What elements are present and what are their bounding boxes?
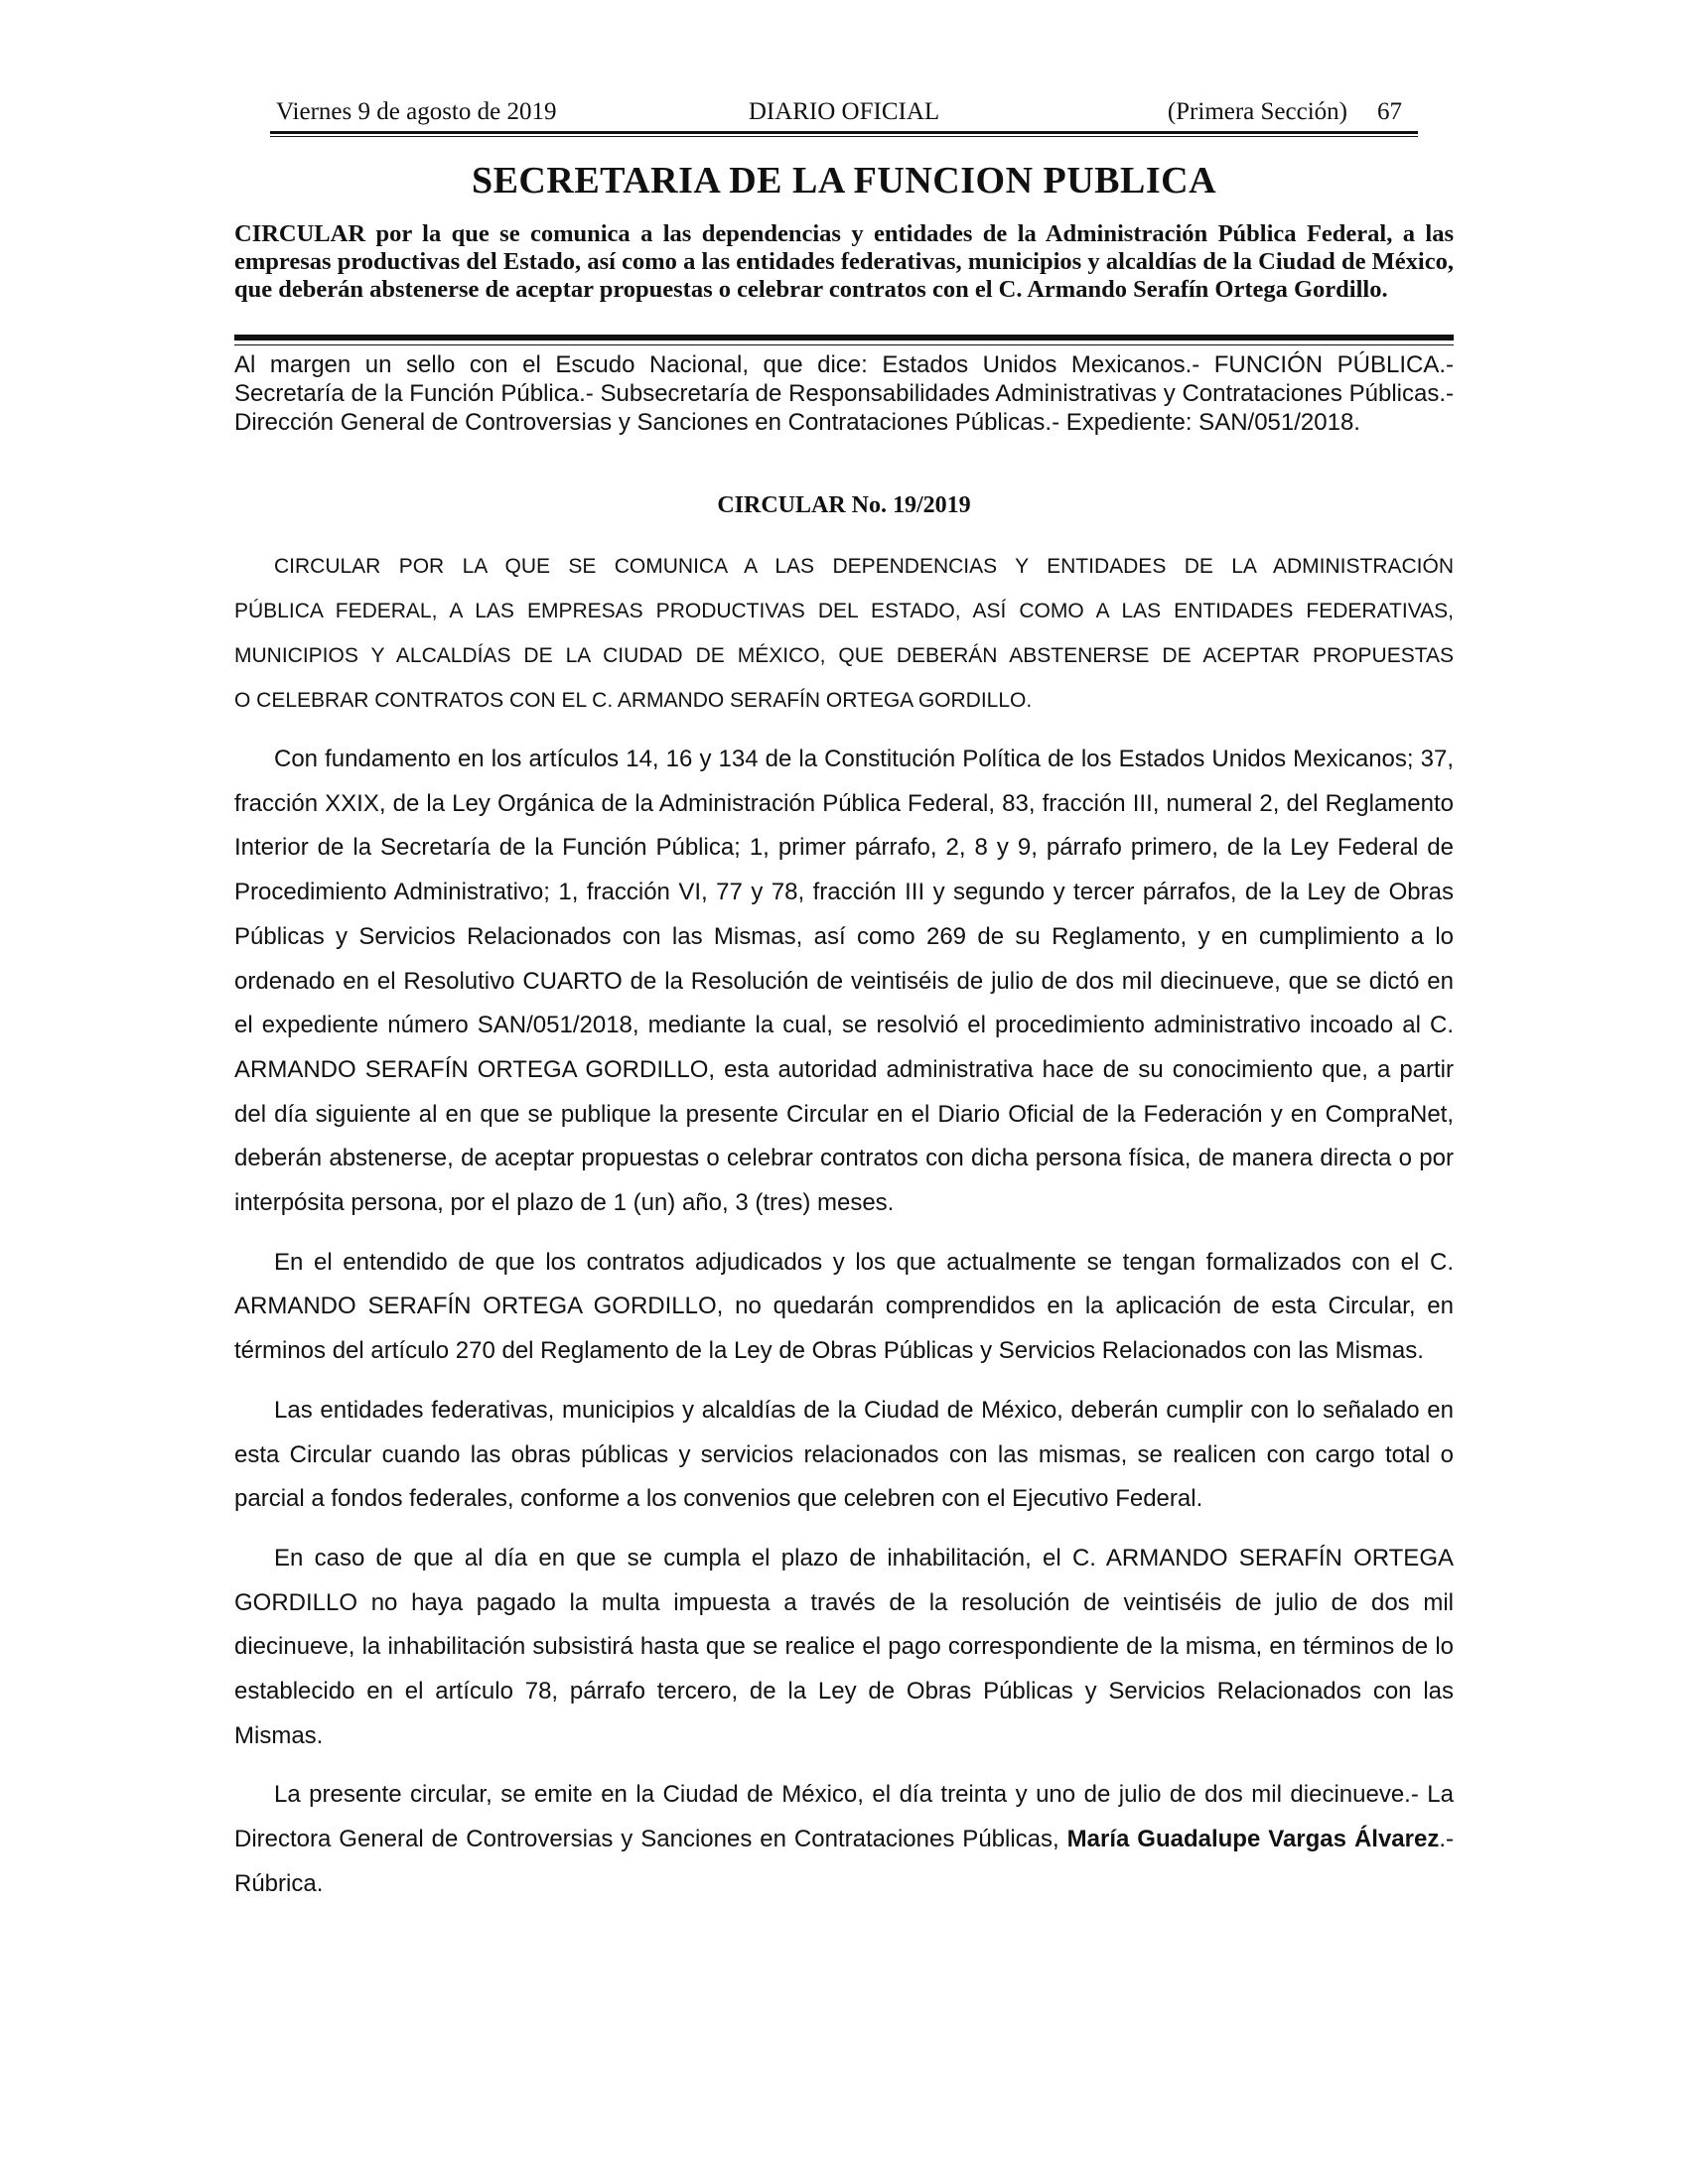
margin-note: Al margen un sello con el Escudo Nacional, que dice: Estados Unidos Mexicanos.- FUNCIÓN PÚBLICA.- Secretaría de la Función Pública.- Subsecretaría de Responsabilidades Administrativas y Contrataciones Públicas.- Dirección General de Controversias y Sanciones en Contrataciones Públicas.- Expediente: SAN/051/2018.	[234, 351, 1454, 436]
closing-text: La presente circular, se emite en la Ciudad de México, el día treinta y uno de julio de dos mil diecinueve.- La Directora General de Controversias y Sanciones en Contrataciones Públicas,	[234, 1781, 1454, 1853]
body-paragraph: Las entidades federativas, municipios y alcaldías de la Ciudad de México, deberán cumplir con lo señalado en esta Circular cuando las obras públicas y servicios relacionados con las mismas, se realicen con cargo total o parcial a fondos federales, conforme a los convenios que celebren con el Ejecutivo Federal.	[234, 1396, 1454, 1513]
header-rule-thin	[270, 136, 1418, 137]
circular-heading: CIRCULAR por la que se comunica a las dependencias y entidades de la Administración Pública Federal, a las empresas productivas del Estado, así como a las entidades federativas, municipios y alcaldías de la Ciudad de México, que deberán abstenerse de aceptar propuestas o celebrar contratos con el C. Armando Serafín Ortega Gordillo.	[234, 220, 1454, 303]
header-section-label: (Primera Sección)	[1167, 98, 1347, 125]
header-date: Viernes 9 de agosto de 2019	[276, 98, 557, 125]
caps-paragraph	[234, 544, 1454, 723]
header-section	[1168, 95, 1402, 129]
caps-line: O CELEBRAR CONTRATOS CON EL C. ARMANDO SERAFÍN ORTEGA GORDILLO.	[234, 689, 1033, 712]
document-body	[234, 544, 1454, 1922]
heading-rule-heavy	[234, 335, 1454, 341]
circular-number: CIRCULAR No. 19/2019	[717, 492, 971, 518]
body-paragraph: Con fundamento en los artículos 14, 16 y 134 de la Constitución Política de los Estados Unidos Mexicanos; 37, fracción XXIX, de la Ley Orgánica de la Administración Pública Federal, 83, fracción III, numeral 2, del Reglamento Interior de la Secretaría de la Función Pública; 1, primer párrafo, 2, 8 y 9, párrafo primero, de la Ley Federal de Procedimiento Administrativo; 1, fracción VI, 77 y 78, fracción III y segundo y tercer párrafos, de la Ley de Obras Públicas y Servicios Relacionados con las Mismas, así como 269 de su Reglamento, y en cumplimiento a lo ordenado en el Resolutivo CUARTO de la Resolución de veintiséis de julio de dos mil diecinueve, que se dictó en el expediente número SAN/051/2018, mediante la cual, se resolvió el procedimiento administrativo incoado al C. ARMANDO SERAFÍN ORTEGA GORDILLO, esta autoridad administrativa hace de su conocimiento que, a partir del día siguiente al en que se publique la presente Circular en el Diario Oficial de la Federación y en CompraNet, deberán abstenerse, de aceptar propuestas o celebrar contratos con dicha persona física, de manera directa o por interpósita persona, por el plazo de 1 (un) año, 3 (tres) meses.	[234, 746, 1454, 1217]
body-paragraph: En caso de que al día en que se cumpla el plazo de inhabilitación, el C. ARMANDO SERAFÍN ORTEGA GORDILLO no haya pagado la multa impuesta a través de la resolución de veintiséis de julio de dos mil diecinueve, la inhabilitación subsistirá hasta que se realice el pago correspondiente de la misma, en términos de lo establecido en el artículo 78, párrafo tercero, de la Ley de Obras Públicas y Servicios Relacionados con las Mismas.	[234, 1544, 1454, 1749]
caps-line: CIRCULAR POR LA QUE SE COMUNICA A LAS DEPENDENCIAS Y ENTIDADES DE LA ADMINISTRACIÓN	[274, 555, 1454, 578]
heading-rule-thin	[234, 344, 1454, 345]
caps-line: PÚBLICA FEDERAL, A LAS EMPRESAS PRODUCTIVAS DEL ESTADO, ASÍ COMO A LAS ENTIDADES FEDERATIVAS,	[234, 600, 1454, 622]
signer-name: María Guadalupe Vargas Álvarez	[1066, 1826, 1440, 1853]
header-publication: DIARIO OFICIAL	[748, 98, 940, 125]
header-page-number: 67	[1377, 98, 1402, 125]
section-title: SECRETARIA DE LA FUNCION PUBLICA	[471, 160, 1217, 202]
closing-paragraph	[234, 1773, 1454, 1906]
header-rule	[270, 131, 1418, 134]
body-paragraph: En el entendido de que los contratos adjudicados y los que actualmente se tengan formalizados con el C. ARMANDO SERAFÍN ORTEGA GORDILLO, no quedarán comprendidos en la aplicación de esta Circular, en términos del artículo 270 del Reglamento de la Ley de Obras Públicas y Servicios Relacionados con las Mismas.	[234, 1248, 1454, 1365]
caps-line: MUNICIPIOS Y ALCALDÍAS DE LA CIUDAD DE MÉXICO, QUE DEBERÁN ABSTENERSE DE ACEPTAR PROPUESTAS	[234, 644, 1454, 667]
page-header	[270, 95, 1418, 129]
closing-suffix: .- Rúbrica.	[234, 1826, 1454, 1897]
